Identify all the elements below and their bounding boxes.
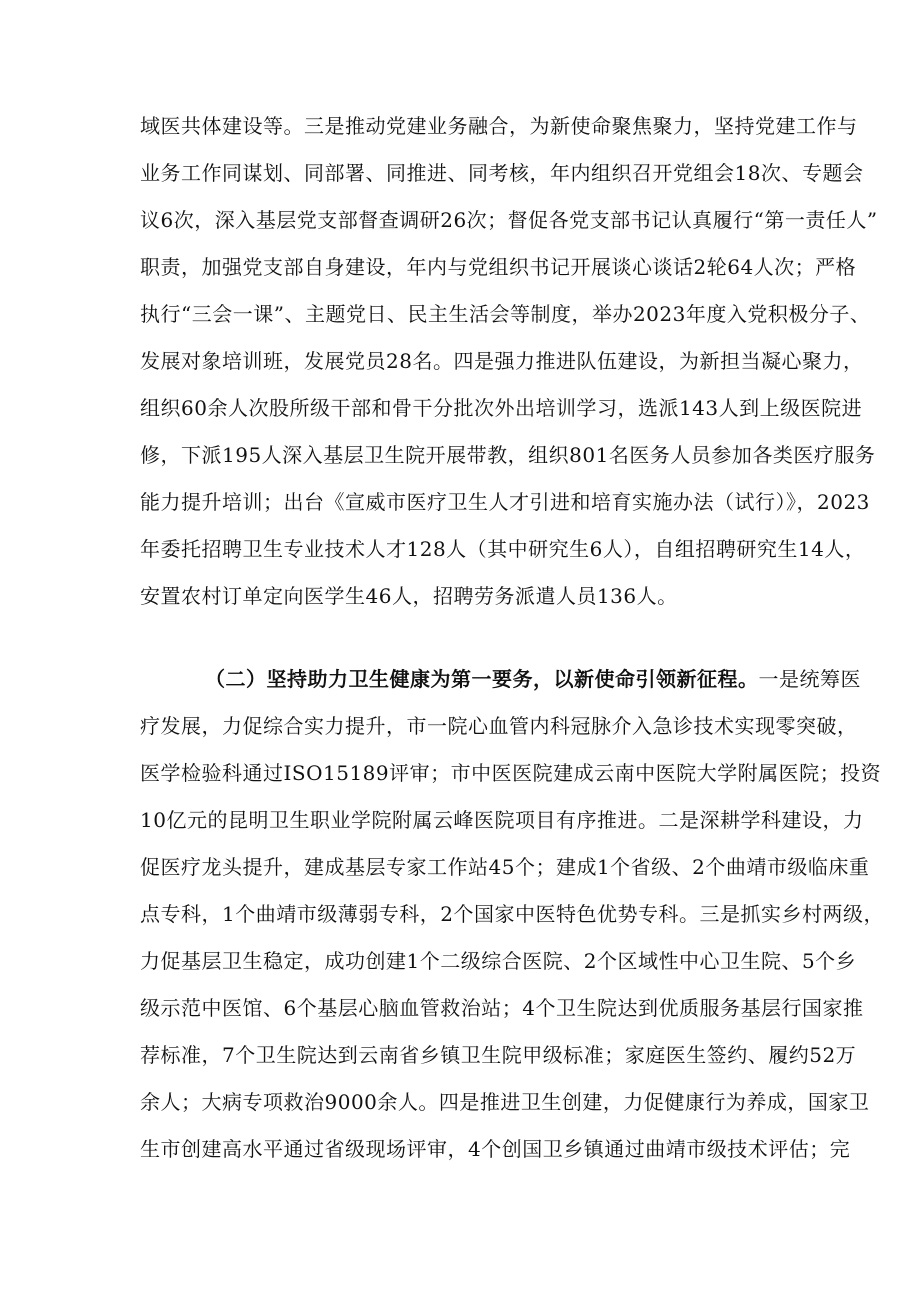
text-line: 职责，加强党支部自身建设，年内与党组织书记开展谈心谈话2轮64人次；严格: [140, 255, 857, 279]
text-line: 组织60余人次股所级干部和骨干分批次外出培训学习，选派143人到上级医院进: [140, 396, 863, 420]
text-line: 能力提升培训；出台《宣威市医疗卫生人才引进和培育实施办法（试行）》，2023: [140, 490, 870, 514]
text-line: 年委托招聘卫生专业技术人才128人（其中研究生6人），自组招聘研究生14人，: [140, 537, 866, 561]
text-line: 荐标准，7个卫生院达到云南省乡镇卫生院甲级标准；家庭医生签约、履约52万: [140, 1043, 857, 1067]
text-line: 业务工作同谋划、同部署、同推进、同考核，年内组织召开党组会18次、专题会: [140, 161, 864, 185]
text-line: 发展对象培训班，发展党员28名。四是强力推进队伍建设，为新担当凝心聚力，: [140, 349, 864, 373]
text-line: 执行“三会一课”、主题党日、民主生活会等制度，举办2023年度入党积极分子、: [140, 302, 871, 326]
text-line: 生市创建高水平通过省级现场评审，4个创国卫乡镇通过曲靖市级技术评估；完: [140, 1137, 851, 1161]
heading-line-continuation: 一是统筹医: [758, 667, 861, 691]
text-line: 促医疗龙头提升，建成基层专家工作站45个；建成1个省级、2个曲靖市级临床重: [140, 855, 870, 879]
text-line: 安置农村订单定向医学生46人，招聘劳务派遣人员136人。: [140, 584, 678, 608]
text-line: 议6次，深入基层党支部督查调研26次；督促各党支部书记认真履行“第一责任人”: [140, 208, 878, 232]
text-line: 医学检验科通过ISO15189评审；市中医医院建成云南中医院大学附属医院；投资: [140, 761, 882, 785]
text-line: 10亿元的昆明卫生职业学院附属云峰医院项目有序推进。二是深耕学科建设，力: [140, 808, 864, 832]
section-heading: （二）坚持助力卫生健康为第一要务，以新使命引领新征程。: [205, 667, 759, 691]
text-line: 力促基层卫生稳定，成功创建1个二级综合医院、2个区域性中心卫生院、5个乡: [140, 949, 857, 973]
text-line: 点专科，1个曲靖市级薄弱专科，2个国家中医特色优势专科。三是抓实乡村两级，: [140, 902, 884, 926]
text-line: 余人；大病专项救治9000余人。四是推进卫生创建，力促健康行为养成，国家卫: [140, 1090, 870, 1114]
paragraph-heading-line: [205, 665, 861, 693]
text-line: 域医共体建设等。三是推动党建业务融合，为新使命聚焦聚力，坚持党建工作与: [140, 114, 858, 138]
text-line: 修，下派195人深入基层卫生院开展带教，组织801名医务人员参加各类医疗服务: [140, 443, 876, 467]
text-line: 疗发展，力促综合实力提升，市一院心血管内科冠脉介入急诊技术实现零突破，: [140, 714, 858, 738]
text-line: 级示范中医馆、6个基层心脑血管救治站；4个卫生院达到优质服务基层行国家推: [140, 996, 864, 1020]
